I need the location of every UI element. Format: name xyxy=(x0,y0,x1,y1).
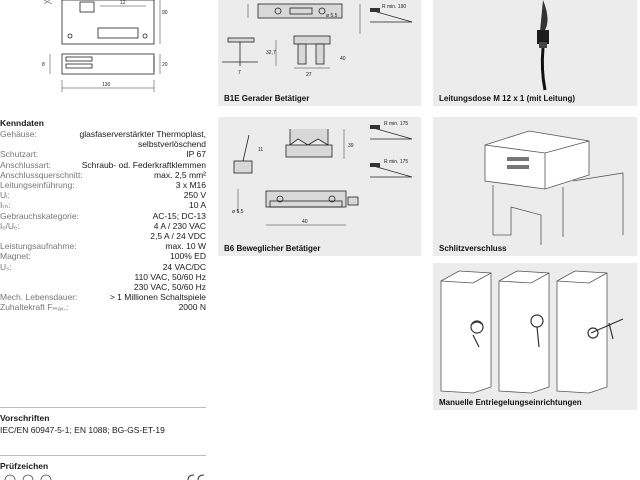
spec-row xyxy=(0,180,206,190)
manual-release-panel xyxy=(433,263,637,410)
spec-key: Leistungsaufnahme: xyxy=(0,241,77,252)
mark-icon-2 xyxy=(23,475,33,480)
radius-190: R min. 190 xyxy=(382,4,407,10)
spec-key: Mech. Lebensdauer: xyxy=(0,292,78,303)
spec-key: Gehäuse: xyxy=(0,129,37,139)
spec-value: IP 67 xyxy=(186,149,206,160)
b6-panel xyxy=(218,117,421,256)
spec-key: Iₑ/Uₑ: xyxy=(0,220,20,231)
spec-value: > 1 Millionen Schaltspiele xyxy=(109,292,206,303)
connector-panel xyxy=(433,0,637,106)
spec-key: Zuhaltekraft Fₘₐₓ.: xyxy=(0,302,69,313)
dim-7: 7 xyxy=(238,70,241,76)
divider-1 xyxy=(0,407,206,408)
spec-key: Uₛ: xyxy=(0,261,12,272)
spec-row xyxy=(0,272,206,282)
spec-row xyxy=(0,231,206,241)
dim-40-b6: 40 xyxy=(302,219,308,225)
spec-key: Uᵢ: xyxy=(0,190,10,201)
spec-row xyxy=(0,262,206,272)
spec-row xyxy=(0,170,206,180)
spec-key: Leitungseinführung: xyxy=(0,180,75,191)
manual-release-drawing xyxy=(433,263,637,410)
spec-row xyxy=(0,160,206,170)
spec-value: Schraub- od. Federkraftklemmen xyxy=(81,159,206,170)
approval-marks xyxy=(0,472,206,480)
slot-caption: Schlitzverschluss xyxy=(439,244,507,253)
switch-dimension-drawing xyxy=(0,0,214,108)
spec-value: 110 VAC, 50/60 Hz xyxy=(134,271,206,282)
b1e-caption: B1E Gerader Betätiger xyxy=(224,94,310,103)
slot-panel xyxy=(433,117,637,256)
dim-32-7: 32,7 xyxy=(266,50,276,56)
spec-row xyxy=(0,149,206,159)
spec-row xyxy=(0,251,206,261)
spec-value: glasfaserverstärkter Thermoplast, xyxy=(79,129,206,139)
spec-value: max. 10 W xyxy=(165,241,206,252)
dim-130: 130 xyxy=(102,82,111,88)
m12-connector-image xyxy=(433,0,637,106)
spec-row xyxy=(0,139,206,149)
b1e-panel xyxy=(218,0,421,106)
spec-value: 2000 N xyxy=(178,302,206,313)
spec-value: 230 VAC, 50/60 Hz xyxy=(133,282,206,293)
spec-value: 250 V xyxy=(183,190,206,201)
slot-closure-drawing xyxy=(433,117,637,256)
b6-caption: B6 Beweglicher Betätiger xyxy=(224,244,321,253)
vorschriften-heading: Vorschriften xyxy=(0,413,50,423)
spec-value: AC-15; DC-13 xyxy=(152,210,206,221)
spec-key: Anschlussquerschnitt: xyxy=(0,169,83,180)
connector-caption: Leitungsdose M 12 x 1 (mit Leitung) xyxy=(439,94,576,103)
dim-11: 11 xyxy=(258,147,264,153)
mark-icon-1 xyxy=(5,475,15,480)
dim-5-5-b6: ø 5,5 xyxy=(232,209,244,215)
radius-175-a: R min. 175 xyxy=(384,121,409,127)
spec-value: 4 A / 230 VAC xyxy=(153,220,206,231)
spec-value: 100% ED xyxy=(170,251,206,262)
spec-value: 10 A xyxy=(188,200,206,211)
manual-caption: Manuelle Entriegelungseinrichtungen xyxy=(439,398,582,407)
dim-d5-5: ø 5,5 xyxy=(326,13,338,19)
ce-mark-icon xyxy=(188,475,204,480)
svg-text:20: 20 xyxy=(162,62,168,68)
spec-key: Schutzart: xyxy=(0,149,39,160)
spec-key: Anschlussart: xyxy=(0,159,52,170)
spec-key: Magnet: xyxy=(0,251,31,262)
spec-row xyxy=(0,282,206,292)
specs-table xyxy=(0,129,206,313)
spec-row xyxy=(0,190,206,200)
spec-row xyxy=(0,211,206,221)
dim-27: 27 xyxy=(306,72,312,78)
b6-actuator-drawing xyxy=(218,117,421,256)
spec-row xyxy=(0,292,206,302)
dim-90: 90 xyxy=(162,10,168,16)
spec-key: Gebrauchskategorie: xyxy=(0,210,79,221)
spec-row xyxy=(0,302,206,312)
dim-40-b1e: 40 xyxy=(340,56,346,62)
switch-drawing-panel xyxy=(0,0,214,108)
dim-39: 39 xyxy=(348,143,354,149)
vorschriften-text: IEC/EN 60947-5-1; EN 1088; BG-GS-ET-19 xyxy=(0,425,165,435)
dim-12: 12 xyxy=(120,0,126,6)
spec-key: Iₜₕ: xyxy=(0,200,11,211)
spec-value: selbstverlöschend xyxy=(137,139,206,150)
spec-value: max. 2,5 mm² xyxy=(154,169,206,180)
spec-value: 3 x M16 xyxy=(175,180,206,191)
pruefzeichen-heading: Prüfzeichen xyxy=(0,461,49,471)
spec-value: 2,5 A / 24 VDC xyxy=(150,231,206,242)
divider-2 xyxy=(0,455,206,456)
radius-175-b: R min. 175 xyxy=(384,159,409,165)
spec-row xyxy=(0,200,206,210)
spec-value: 24 VAC/DC xyxy=(162,261,206,272)
svg-text:8: 8 xyxy=(42,62,45,68)
spec-row xyxy=(0,241,206,251)
mark-icon-3 xyxy=(41,475,51,480)
b1e-actuator-drawing xyxy=(218,0,421,106)
spec-row xyxy=(0,221,206,231)
spec-row xyxy=(0,129,206,139)
specs-heading: Kenndaten xyxy=(0,118,44,128)
